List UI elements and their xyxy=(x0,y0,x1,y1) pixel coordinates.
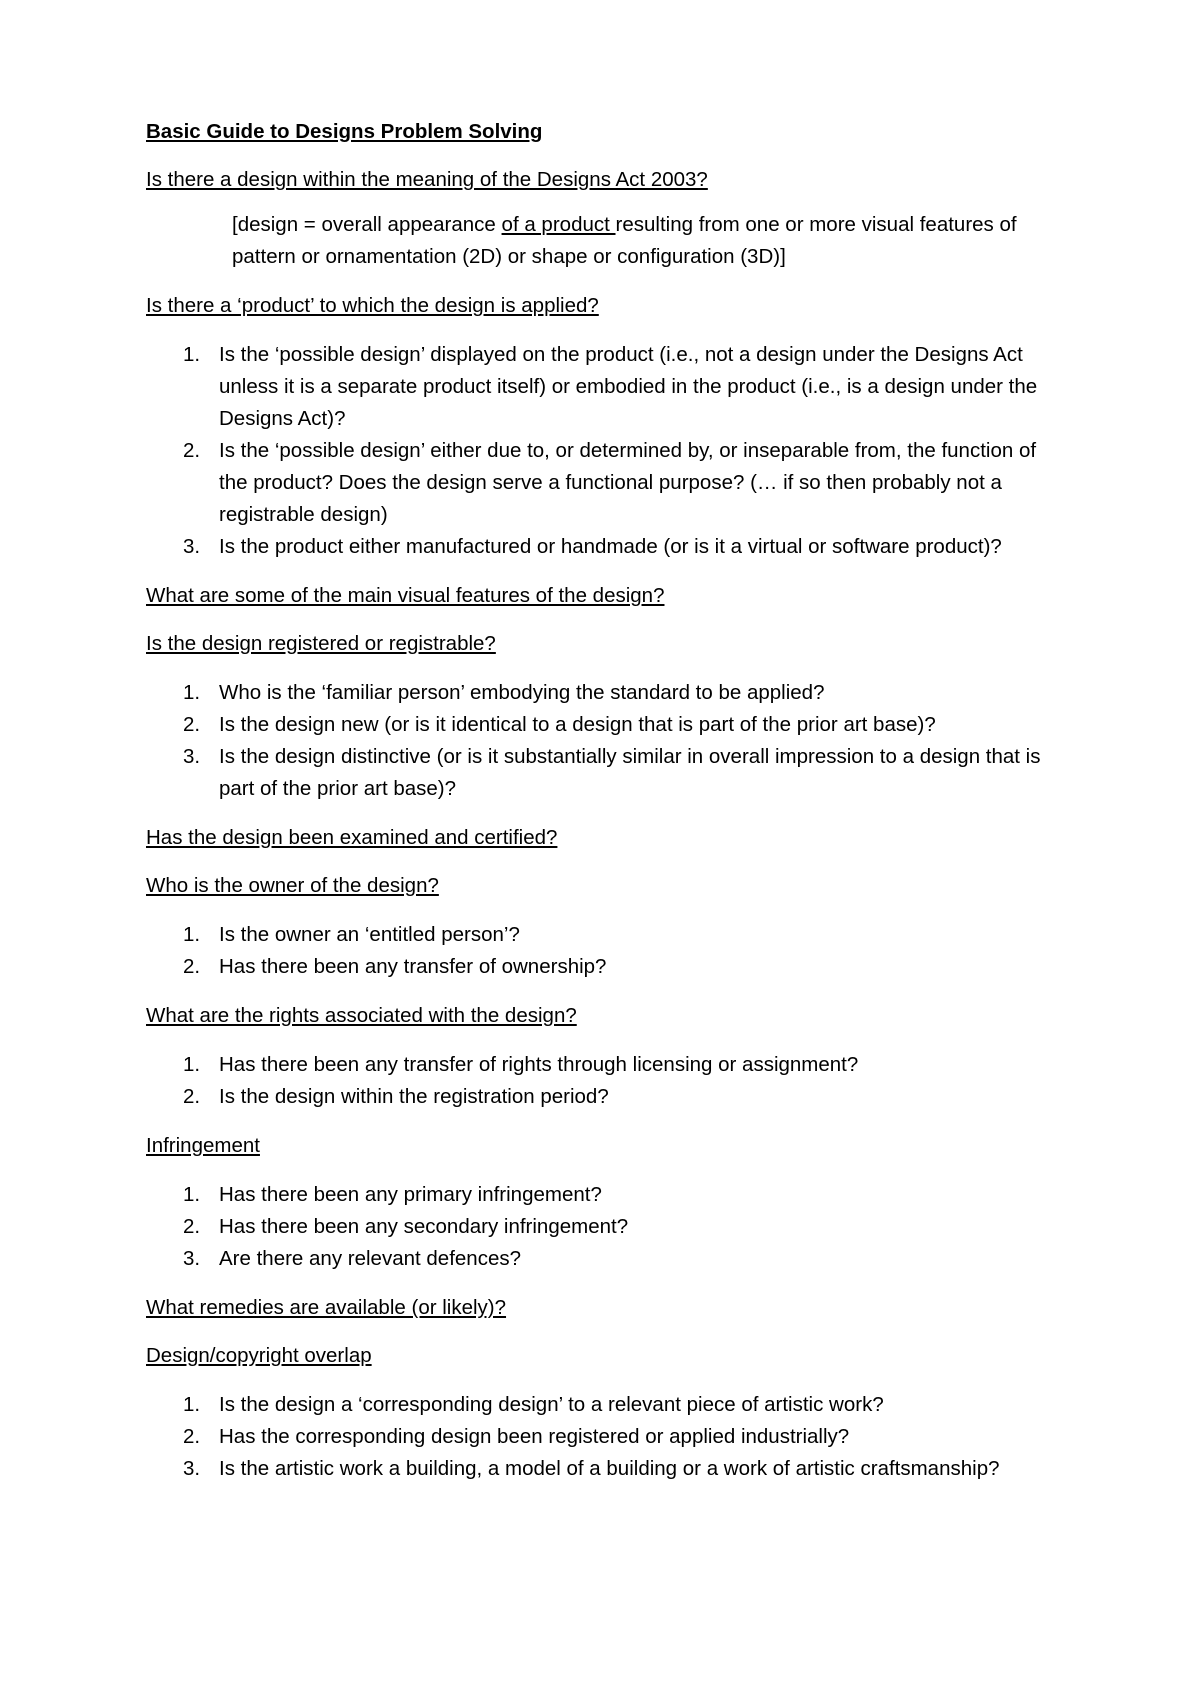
list-item-number: 2. xyxy=(183,439,201,462)
list-item xyxy=(146,531,1049,563)
document-title: Basic Guide to Designs Problem Solving xyxy=(146,120,543,143)
list-item-text: Is the product either manufactured or handmade (or is it a virtual or software product)? xyxy=(219,535,1002,558)
list-item-text: Has there been any secondary infringement? xyxy=(219,1215,629,1238)
list-item-text: Is the ‘possible design’ either due to, or determined by, or inseparable from, the function of the product? Does the design serve a functional purpose? (… if so then probably not a registrable design) xyxy=(219,439,1037,526)
list-item-number: 1. xyxy=(183,1393,201,1416)
list-item-number: 3. xyxy=(183,745,201,768)
list-item xyxy=(146,1421,1049,1453)
list-item-number: 1. xyxy=(183,923,201,946)
list-item xyxy=(146,1243,1049,1275)
list-item xyxy=(146,1211,1049,1243)
definition-text-2: resulting from one or more visual features of pattern or ornamentation (2D) or shape or configuration (3D)] xyxy=(232,213,1017,268)
list-item-text: Is the design new (or is it identical to a design that is part of the prior art base)? xyxy=(219,713,936,736)
list-item-text: Who is the ‘familiar person’ embodying the standard to be applied? xyxy=(219,681,825,704)
list-item-number: 2. xyxy=(183,713,201,736)
heading-product: Is there a ‘product’ to which the design is applied? xyxy=(146,294,599,317)
list-item xyxy=(146,741,1049,805)
list-item-number: 3. xyxy=(183,1247,201,1270)
heading-infringement: Infringement xyxy=(146,1134,260,1157)
list-item-number: 3. xyxy=(183,535,201,558)
list-item-number: 2. xyxy=(183,1425,201,1448)
infringement-question-list xyxy=(146,1179,1076,1275)
list-item xyxy=(146,1179,1049,1211)
list-item xyxy=(146,951,1049,983)
list-item-text: Has there been any transfer of rights through licensing or assignment? xyxy=(219,1053,859,1076)
list-item xyxy=(146,677,1049,709)
list-item-number: 1. xyxy=(183,343,201,366)
definition-text-1: [design = overall appearance xyxy=(232,213,502,236)
list-item-number: 3. xyxy=(183,1457,201,1480)
list-item-text: Has there been any primary infringement? xyxy=(219,1183,602,1206)
list-item xyxy=(146,435,1049,531)
heading-overlap: Design/copyright overlap xyxy=(146,1344,372,1367)
list-item-text: Is the artistic work a building, a model of a building or a work of artistic craftsmanship? xyxy=(219,1457,1000,1480)
list-item-text: Is the ‘possible design’ displayed on the product (i.e., not a design under the Designs Act unless it is a separate product itself) or embodied in the product (i.e., is a design under the Designs Act)? xyxy=(219,343,1038,430)
list-item xyxy=(146,1453,1049,1485)
heading-rights: What are the rights associated with the design? xyxy=(146,1004,577,1027)
list-item xyxy=(146,1081,1049,1113)
heading-examined: Has the design been examined and certified? xyxy=(146,826,558,849)
list-item-text: Is the design within the registration period? xyxy=(219,1085,609,1108)
rights-question-list xyxy=(146,1049,1076,1113)
list-item xyxy=(146,339,1049,435)
heading-registrable: Is the design registered or registrable? xyxy=(146,632,496,655)
list-item xyxy=(146,1049,1049,1081)
list-item-number: 1. xyxy=(183,1053,201,1076)
heading-visual-features: What are some of the main visual features of the design? xyxy=(146,584,665,607)
overlap-question-list xyxy=(146,1389,1076,1485)
list-item-number: 2. xyxy=(183,1215,201,1238)
list-item-text: Is the design a ‘corresponding design’ to a relevant piece of artistic work? xyxy=(219,1393,884,1416)
list-item-number: 1. xyxy=(183,1183,201,1206)
heading-remedies: What remedies are available (or likely)? xyxy=(146,1296,507,1319)
design-definition xyxy=(232,209,1062,273)
list-item xyxy=(146,919,1049,951)
product-question-list xyxy=(146,339,1076,563)
list-item-number: 1. xyxy=(183,681,201,704)
list-item xyxy=(146,1389,1049,1421)
owner-question-list xyxy=(146,919,1076,983)
definition-underlined: of a product xyxy=(501,213,616,236)
registrable-question-list xyxy=(146,677,1076,805)
list-item-text: Is the design distinctive (or is it substantially similar in overall impression to a design that is part of the prior art base)? xyxy=(219,745,1041,800)
heading-owner: Who is the owner of the design? xyxy=(146,874,439,897)
list-item-text: Is the owner an ‘entitled person’? xyxy=(219,923,520,946)
heading-design-meaning: Is there a design within the meaning of the Designs Act 2003? xyxy=(146,168,708,191)
document-body xyxy=(146,117,1076,1503)
list-item xyxy=(146,709,1049,741)
list-item-text: Are there any relevant defences? xyxy=(219,1247,521,1270)
list-item-text: Has the corresponding design been registered or applied industrially? xyxy=(219,1425,850,1448)
list-item-number: 2. xyxy=(183,1085,201,1108)
list-item-number: 2. xyxy=(183,955,201,978)
list-item-text: Has there been any transfer of ownership? xyxy=(219,955,607,978)
